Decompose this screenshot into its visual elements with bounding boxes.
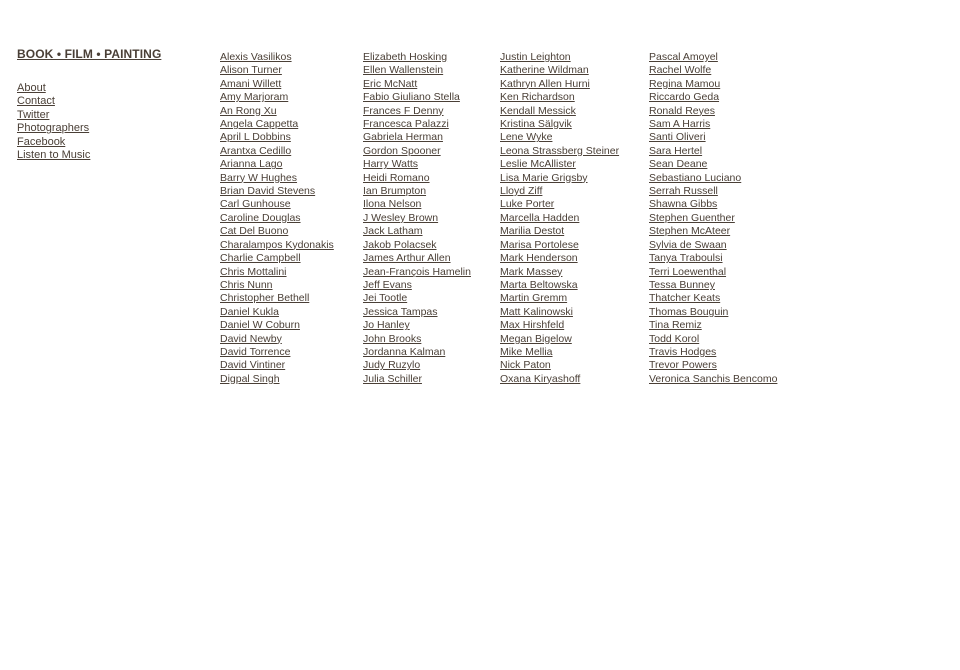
photographer-list-item — [363, 131, 471, 144]
photographer-link[interactable]: Trevor Powers — [649, 359, 717, 372]
photographer-list-item — [220, 158, 334, 171]
photographer-list-item — [363, 333, 471, 346]
photographer-list-item — [500, 319, 619, 332]
photographer-list-item — [649, 158, 777, 171]
nav-item-listen-to-music — [17, 149, 90, 162]
photographer-list-item — [363, 239, 471, 252]
photographer-link[interactable]: Justin Leighton — [500, 51, 571, 63]
photographer-list-item — [220, 51, 334, 64]
photographer-list-item — [649, 212, 777, 225]
photographer-link[interactable]: Barry W Hughes — [220, 171, 298, 184]
nav-item-photographers — [17, 122, 90, 135]
photographer-link[interactable]: Sylvia de Swaan — [649, 238, 727, 251]
photographer-list-item — [363, 292, 471, 305]
photographer-list-item — [649, 172, 777, 185]
photographer-list-item — [649, 91, 777, 104]
photographer-link[interactable]: Tanya Traboulsi — [649, 252, 723, 265]
photographer-list-item — [363, 266, 471, 279]
photographer-link[interactable]: Mark Massey — [500, 265, 563, 278]
photographer-list-item — [363, 118, 471, 131]
photographer-link[interactable]: Amy Marjoram — [220, 91, 289, 104]
photographer-list-item — [363, 158, 471, 171]
photographer-list-item — [363, 252, 471, 265]
photographer-list-item — [220, 292, 334, 305]
photographer-list-item — [363, 225, 471, 238]
photographer-list-item — [363, 185, 471, 198]
photographer-link[interactable]: Thatcher Keats — [649, 292, 721, 305]
photographer-link[interactable]: Francesca Palazzi — [363, 118, 449, 131]
photographer-link[interactable]: Martin Gremm — [500, 292, 568, 305]
photographer-link[interactable]: Marcella Hadden — [500, 211, 580, 224]
photographer-link[interactable]: John Brooks — [363, 332, 422, 345]
photographer-list-item — [649, 319, 777, 332]
photographer-link[interactable]: Marta Beltowska — [500, 278, 578, 291]
photographer-link[interactable]: Riccardo Geda — [649, 91, 720, 104]
photographer-list-item — [363, 373, 471, 386]
photographer-list-item — [363, 198, 471, 211]
photographer-list-item — [649, 64, 777, 77]
photographer-list-item — [500, 306, 619, 319]
photographer-link[interactable]: Sean Deane — [649, 158, 708, 171]
photographer-link[interactable]: Brian David Stevens — [220, 185, 316, 198]
photographer-list-item — [220, 172, 334, 185]
photographer-link[interactable]: Lloyd Ziff — [500, 185, 543, 198]
photographer-list-item — [649, 346, 777, 359]
photographer-link[interactable]: James Arthur Allen — [363, 252, 451, 265]
photographer-list-item — [220, 279, 334, 292]
photographer-list-item — [500, 185, 619, 198]
nav-link-about[interactable]: About — [17, 82, 46, 94]
photographer-link[interactable]: Gordon Spooner — [363, 144, 441, 157]
photographer-link[interactable]: Katherine Wildman — [500, 64, 589, 77]
photographer-link[interactable]: Matt Kalinowski — [500, 305, 573, 318]
photographer-link[interactable]: Amani Willett — [220, 77, 282, 90]
photographer-link[interactable]: Tina Remiz — [649, 319, 702, 332]
nav-item-about — [17, 82, 90, 95]
photographer-link[interactable]: Nick Paton — [500, 359, 551, 372]
photographer-link[interactable]: Veronica Sanchis Bencomo — [649, 372, 778, 385]
photographer-list-item — [220, 78, 334, 91]
photographer-link[interactable]: Stephen McAteer — [649, 225, 731, 238]
photographer-link[interactable]: David Torrence — [220, 345, 291, 358]
photographer-link[interactable]: Leslie McAllister — [500, 158, 576, 171]
photographer-list-item — [649, 105, 777, 118]
photographer-column-2 — [363, 51, 471, 386]
photographer-link[interactable]: Chris Mottalini — [220, 265, 287, 278]
photographer-list-item — [500, 279, 619, 292]
photographer-list-item — [220, 91, 334, 104]
photographer-list-item — [500, 145, 619, 158]
photographer-list-item — [649, 252, 777, 265]
photographer-link[interactable]: Megan Bigelow — [500, 332, 572, 345]
photographer-link[interactable]: J Wesley Brown — [363, 211, 439, 224]
photographer-list-item — [363, 105, 471, 118]
photographer-link[interactable]: Travis Hodges — [649, 345, 717, 358]
photographer-link[interactable]: Max Hirshfeld — [500, 319, 565, 332]
photographer-list-item — [649, 239, 777, 252]
photographer-list-item — [363, 64, 471, 77]
photographer-list-item — [500, 131, 619, 144]
photographer-list-item — [500, 333, 619, 346]
photographer-list-item — [363, 306, 471, 319]
photographer-list-item — [500, 252, 619, 265]
photographer-link[interactable]: Santi Oliveri — [649, 131, 706, 144]
photographer-link[interactable]: Ellen Wallenstein — [363, 64, 444, 77]
photographer-link[interactable]: Angela Cappetta — [220, 118, 299, 131]
photographer-list-item — [220, 185, 334, 198]
photographer-list-item — [649, 185, 777, 198]
photographer-list-item — [649, 359, 777, 372]
photographer-link[interactable]: Shawna Gibbs — [649, 198, 718, 211]
photographer-link[interactable]: Luke Porter — [500, 198, 555, 211]
photographer-link[interactable]: Sebastiano Luciano — [649, 171, 742, 184]
photographer-link[interactable]: Jeff Evans — [363, 278, 412, 291]
photographer-link[interactable]: Mike Mellia — [500, 345, 553, 358]
photographer-link[interactable]: Alexis Vasilikos — [220, 51, 292, 63]
photographer-list-item — [649, 145, 777, 158]
photographer-list-item — [500, 212, 619, 225]
photographer-link[interactable]: An Rong Xu — [220, 104, 277, 117]
photographer-list-item — [649, 198, 777, 211]
photographer-link[interactable]: Ian Brumpton — [363, 185, 427, 198]
photographer-link[interactable]: Kristina Sälgvik — [500, 118, 572, 131]
photographer-list-item — [500, 359, 619, 372]
photographer-link[interactable]: Serrah Russell — [649, 185, 718, 198]
nav-link-facebook[interactable]: Facebook — [17, 135, 66, 148]
photographer-list-item — [500, 105, 619, 118]
photographer-list-item — [220, 64, 334, 77]
photographer-list-item — [500, 225, 619, 238]
photographer-link[interactable]: Carl Gunhouse — [220, 198, 291, 211]
photographer-list-item — [220, 346, 334, 359]
photographer-list-item — [363, 359, 471, 372]
photographer-list-item — [220, 266, 334, 279]
photographer-link[interactable]: Stephen Guenther — [649, 211, 735, 224]
photographer-list-item — [220, 105, 334, 118]
photographer-list-item — [500, 239, 619, 252]
brand-link[interactable]: BOOK • FILM • PAINTING — [17, 47, 162, 61]
photographer-link[interactable]: Chris Nunn — [220, 278, 273, 291]
photographer-link[interactable]: Jordanna Kalman — [363, 345, 446, 358]
photographer-link[interactable]: Regina Mamou — [649, 77, 721, 90]
photographer-list-item — [363, 172, 471, 185]
photographer-list-item — [500, 373, 619, 386]
photographer-link[interactable]: Julia Schiller — [363, 372, 422, 385]
photographer-list-item — [649, 373, 777, 386]
photographer-link[interactable]: Kendall Messick — [500, 104, 576, 117]
photographer-link[interactable]: Marisa Portolese — [500, 238, 579, 251]
photographer-link[interactable]: Christopher Bethell — [220, 292, 310, 305]
photographer-link[interactable]: Terri Loewenthal — [649, 265, 727, 278]
nav-item-contact — [17, 95, 90, 108]
photographer-list-item — [649, 131, 777, 144]
photographer-column-4 — [649, 51, 777, 386]
photographer-link[interactable]: Mark Henderson — [500, 252, 578, 265]
photographer-list-item — [500, 91, 619, 104]
photographer-link[interactable]: Pascal Amoyel — [649, 51, 718, 63]
photographer-link[interactable]: Digpal Singh — [220, 372, 280, 385]
photographer-list-item — [649, 266, 777, 279]
photographer-list-item — [500, 292, 619, 305]
photographer-link[interactable]: Judy Ruzylo — [363, 359, 421, 372]
photographer-link[interactable]: David Newby — [220, 332, 282, 345]
photographer-column-1 — [220, 51, 334, 386]
photographer-link[interactable]: Fabio Giuliano Stella — [363, 91, 460, 104]
nav-item-twitter — [17, 109, 90, 122]
photographer-link[interactable]: Jessica Tampas — [363, 305, 438, 318]
photographer-list-item — [220, 359, 334, 372]
photographer-list-item — [649, 225, 777, 238]
photographer-link[interactable]: Oxana Kiryashoff — [500, 372, 581, 385]
photographer-link[interactable]: Caroline Douglas — [220, 211, 301, 224]
photographer-link[interactable]: Jack Latham — [363, 225, 423, 238]
photographer-list-item — [500, 78, 619, 91]
photographer-list-item — [649, 306, 777, 319]
photographer-list-item — [363, 279, 471, 292]
photographer-list-item — [220, 198, 334, 211]
photographer-link[interactable]: Lisa Marie Grigsby — [500, 171, 588, 184]
photographer-link[interactable]: Frances F Denny — [363, 104, 444, 117]
photographer-link[interactable]: Lene Wyke — [500, 131, 553, 144]
photographer-link[interactable]: Sara Hertel — [649, 144, 703, 157]
photographer-list-item — [220, 145, 334, 158]
photographer-list-item — [500, 158, 619, 171]
photographer-link[interactable]: Todd Korol — [649, 332, 700, 345]
photographer-list-item — [649, 78, 777, 91]
photographer-link[interactable]: Jei Tootle — [363, 292, 408, 305]
photographer-list-item — [500, 172, 619, 185]
photographer-link[interactable]: Heidi Romano — [363, 171, 430, 184]
photographer-list-item — [363, 91, 471, 104]
photographer-link[interactable]: Kathryn Allen Hurni — [500, 77, 590, 90]
photographer-link[interactable]: Gabriela Herman — [363, 131, 443, 144]
photographer-link[interactable]: David Vintiner — [220, 359, 286, 372]
photographer-link[interactable]: Alison Turner — [220, 64, 282, 77]
nav-link-twitter[interactable]: Twitter — [17, 108, 50, 121]
photographer-link[interactable]: Harry Watts — [363, 158, 419, 171]
photographer-list-item — [363, 78, 471, 91]
photographer-list-item — [363, 145, 471, 158]
photographer-list-item — [220, 373, 334, 386]
photographer-link[interactable]: Arantxa Cedillo — [220, 144, 292, 157]
photographer-list-item — [649, 118, 777, 131]
photographer-list-item — [500, 266, 619, 279]
photographer-list-item — [500, 64, 619, 77]
photographer-list-item — [220, 131, 334, 144]
photographer-link[interactable]: April L Dobbins — [220, 131, 291, 144]
photographer-link[interactable]: Elizabeth Hosking — [363, 51, 448, 63]
photographer-link[interactable]: Marilia Destot — [500, 225, 565, 238]
photographer-link[interactable]: Tessa Bunney — [649, 278, 715, 291]
photographer-link[interactable]: Charlie Campbell — [220, 252, 301, 265]
nav-link-listen-to-music[interactable]: Listen to Music — [17, 149, 91, 162]
photographer-link[interactable]: Leona Strassberg Steiner — [500, 144, 620, 157]
photographer-link[interactable]: Thomas Bouguin — [649, 305, 729, 318]
photographer-list-item — [363, 212, 471, 225]
photographer-link[interactable]: Ronald Reyes — [649, 104, 715, 117]
photographer-list-item — [500, 346, 619, 359]
photographer-link[interactable]: Jo Hanley — [363, 319, 410, 332]
photographer-list-item — [220, 225, 334, 238]
photographer-link[interactable]: Ken Richardson — [500, 91, 575, 104]
photographer-list-item — [220, 239, 334, 252]
photographer-list-item — [500, 118, 619, 131]
photographer-list-item — [220, 333, 334, 346]
photographer-list-item — [220, 118, 334, 131]
photographer-link[interactable]: Daniel Kukla — [220, 305, 279, 318]
photographer-list-item — [220, 212, 334, 225]
nav-item-facebook — [17, 136, 90, 149]
photographer-list-item — [649, 333, 777, 346]
photographer-link[interactable]: Charalampos Kydonakis — [220, 238, 334, 251]
photographer-link[interactable]: Cat Del Buono — [220, 225, 289, 238]
photographer-link[interactable]: Jakob Polacsek — [363, 238, 437, 251]
photographer-link[interactable]: Eric McNatt — [363, 77, 418, 90]
side-nav — [17, 82, 90, 162]
photographer-list-item — [220, 252, 334, 265]
photographer-column-3 — [500, 51, 619, 386]
photographer-link[interactable]: Ilona Nelson — [363, 198, 422, 211]
photographer-list-item — [649, 292, 777, 305]
photographer-list-item — [220, 306, 334, 319]
nav-link-contact[interactable]: Contact — [17, 95, 55, 108]
photographer-list-item — [500, 51, 619, 64]
nav-link-photographers[interactable]: Photographers — [17, 122, 90, 135]
photographer-list-item — [363, 319, 471, 332]
photographer-list-item — [649, 279, 777, 292]
photographer-link[interactable]: Jean-François Hamelin — [363, 265, 471, 278]
photographer-link[interactable]: Daniel W Coburn — [220, 319, 300, 332]
photographer-list-item — [363, 346, 471, 359]
photographer-link[interactable]: Sam A Harris — [649, 118, 711, 131]
photographer-link[interactable]: Rachel Wolfe — [649, 64, 712, 77]
photographer-list-item — [363, 51, 471, 64]
photographer-list-item — [500, 198, 619, 211]
photographer-list-item — [649, 51, 777, 64]
photographer-list-item — [220, 319, 334, 332]
photographer-link[interactable]: Arianna Lago — [220, 158, 283, 171]
